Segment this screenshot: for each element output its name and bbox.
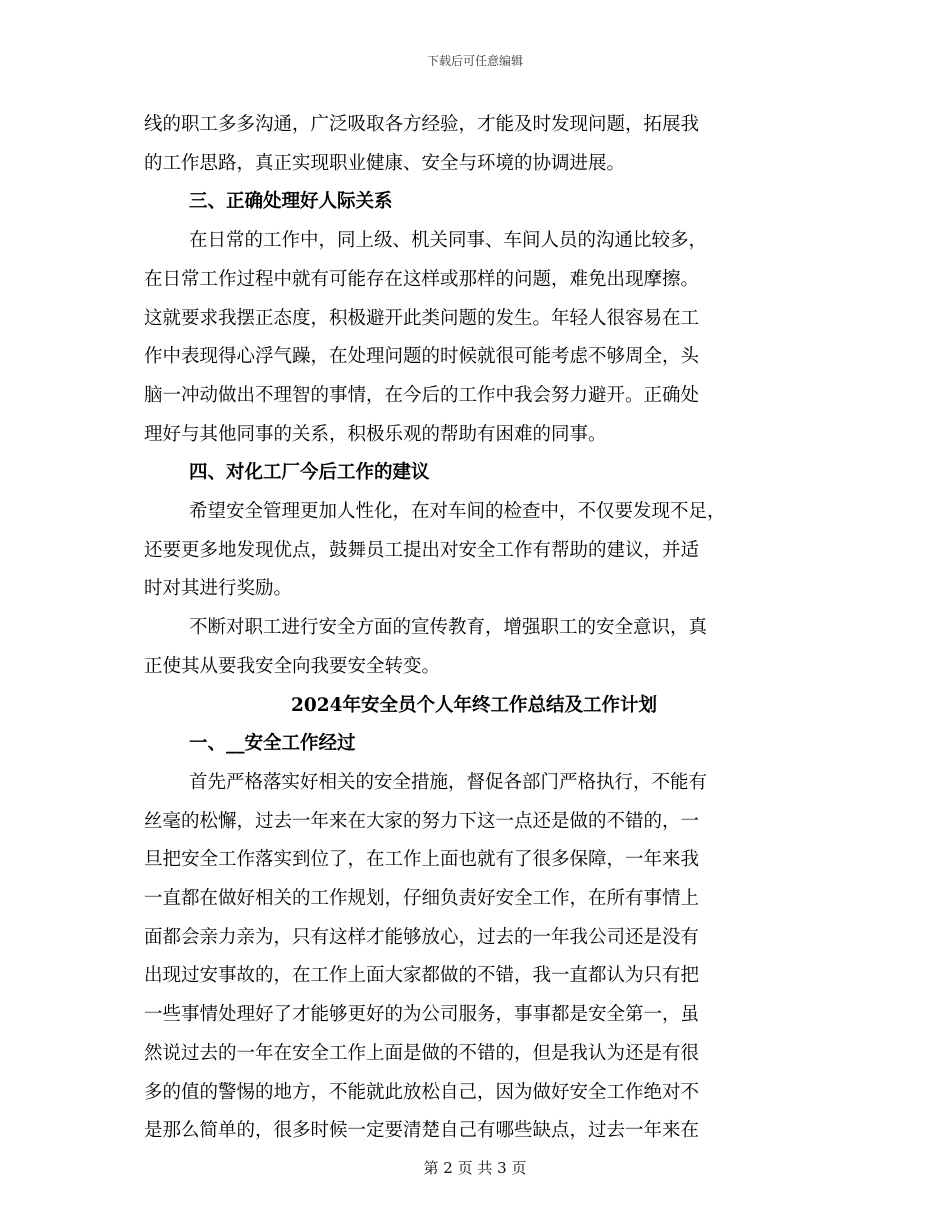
paragraph-line: 在日常的工作中，同上级、机关同事、车间人员的沟通比较多， (189, 230, 708, 252)
document-body (144, 106, 804, 1151)
paragraph-line: 出现过安事故的，在工作上面大家都做的不错，我一直都认为只有把 (144, 965, 700, 987)
page-footer: 第 2 页 共 3 页 (423, 1159, 527, 1177)
paragraph-line: 希望安全管理更加人性化，在对车间的检查中，不仅要发现不足， (189, 501, 726, 523)
paragraph-line: 一直都在做好相关的工作规划，仔细负责好安全工作，在所有事情上 (144, 888, 700, 910)
paragraph-line: 的工作思路，真正实现职业健康、安全与环境的协调进展。 (144, 152, 626, 174)
paragraph-line: 面都会亲力亲为，只有这样才能够放心，过去的一年我公司还是没有 (144, 926, 700, 948)
paragraph-line: 正使其从要我安全向我要安全转变。 (144, 655, 441, 677)
section-heading: 四、对化工厂今后工作的建议 (189, 462, 430, 484)
page-header: 下载后可任意编辑 (426, 54, 523, 68)
section-heading: 一、__安全工作经过 (189, 733, 356, 755)
paragraph-line: 旦把安全工作落实到位了，在工作上面也就有了很多保障，一年来我 (144, 849, 700, 871)
paragraph-line: 是那么简单的，很多时候一定要清楚自己有哪些缺点，过去一年来在 (144, 1120, 700, 1142)
paragraph-line: 然说过去的一年在安全工作上面是做的不错的，但是我认为还是有很 (144, 1042, 700, 1064)
paragraph-line: 多的值的警惕的地方，不能就此放松自己，因为做好安全工作绝对不 (144, 1081, 700, 1103)
paragraph-line: 时对其进行奖励。 (144, 578, 293, 600)
paragraph-line: 理好与其他同事的关系，积极乐观的帮助有困难的同事。 (144, 423, 607, 445)
paragraph-line: 这就要求我摆正态度，积极避开此类问题的发生。年轻人很容易在工 (144, 307, 700, 329)
paragraph-line: 在日常工作过程中就有可能存在这样或那样的问题，难免出现摩擦。 (144, 268, 700, 290)
paragraph-line: 一些事情处理好了才能够更好的为公司服务，事事都是安全第一，虽 (144, 1004, 700, 1026)
paragraph-line: 作中表现得心浮气躁，在处理问题的时候就很可能考虑不够周全，头 (144, 346, 700, 368)
paragraph-line: 线的职工多多沟通，广泛吸取各方经验，才能及时发现问题，拓展我 (144, 114, 700, 135)
paragraph-line: 首先严格落实好相关的安全措施，督促各部门严格执行，不能有 (189, 771, 708, 793)
paragraph-line: 还要更多地发现优点，鼓舞员工提出对安全工作有帮助的建议，并适 (144, 539, 700, 561)
paragraph-line: 不断对职工进行安全方面的宣传教育，增强职工的安全意识，真 (189, 617, 708, 639)
section-heading: 三、正确处理好人际关系 (189, 191, 393, 213)
paragraph-line: 脑一冲动做出不理智的事情，在今后的工作中我会努力避开。正确处 (144, 384, 700, 406)
document-title: 2024年安全员个人年终工作总结及工作计划 (291, 694, 657, 716)
paragraph-line: 丝毫的松懈，过去一年来在大家的努力下这一点还是做的不错的，一 (144, 810, 700, 832)
